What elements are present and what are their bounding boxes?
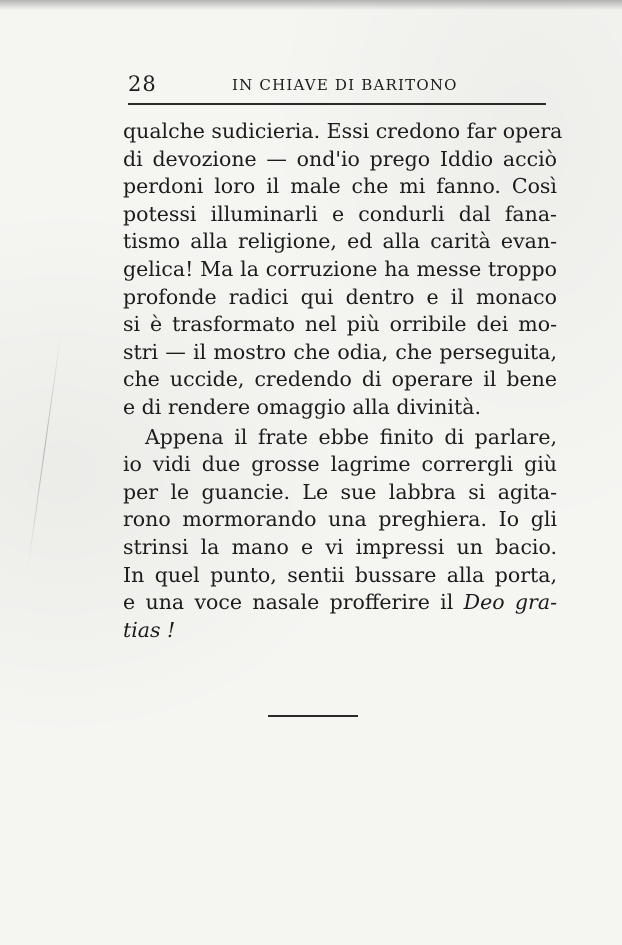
text-line: rono mormorando una preghiera. Io gli xyxy=(123,507,557,532)
text-line: e di rendere omaggio alla divinità. xyxy=(123,394,481,419)
text-line: stri — il mostro che odia, che perseguita, xyxy=(123,339,557,364)
text-line: strinsi la mano e vi impressi un bacio. xyxy=(123,534,557,559)
text-line: per le guancie. Le sue labbra si agita- xyxy=(123,479,557,504)
text-line: tias ! xyxy=(123,617,176,642)
text-line: qualche sudicieria. Essi credono far opera xyxy=(123,119,563,143)
running-title: IN CHIAVE DI BARITONO xyxy=(232,76,458,94)
text-line: gelica! Ma la corruzione ha messe troppo xyxy=(123,256,557,281)
header-rule xyxy=(128,103,546,105)
chapter-end-rule xyxy=(268,715,358,717)
text-line: perdoni loro il male che mi fanno. Così xyxy=(123,174,557,199)
text-line: di devozione — ond'io prego Iddio acciò xyxy=(123,146,557,171)
running-head xyxy=(128,72,548,96)
text-line: Appena il frate ebbe finito di parlare, xyxy=(145,424,557,449)
text-line: In quel punto, sentii bussare alla porta, xyxy=(123,562,557,587)
text-line: si è trasformato nel più orribile dei mo- xyxy=(123,312,557,337)
text-segment: e una voce nasale profferire il xyxy=(123,590,454,615)
text-line: potessi illuminarli e condurli dal fana- xyxy=(123,201,557,226)
page-number: 28 xyxy=(128,72,157,96)
text-line: io vidi due grosse lagrime corrergli giù xyxy=(123,452,557,477)
body-text xyxy=(123,118,563,646)
page-top-edge-shadow xyxy=(0,0,622,10)
italic-phrase: Deo gra- xyxy=(463,590,557,615)
text-line: tismo alla religione, ed alla carità evan- xyxy=(123,229,557,254)
text-line: che uccide, credendo di operare il bene xyxy=(123,367,557,392)
text-line: profonde radici qui dentro e il monaco xyxy=(123,284,557,309)
text-line-with-italic xyxy=(123,589,557,617)
paragraph-1 xyxy=(123,118,563,422)
paragraph-2 xyxy=(123,424,557,645)
margin-crease xyxy=(27,331,61,569)
